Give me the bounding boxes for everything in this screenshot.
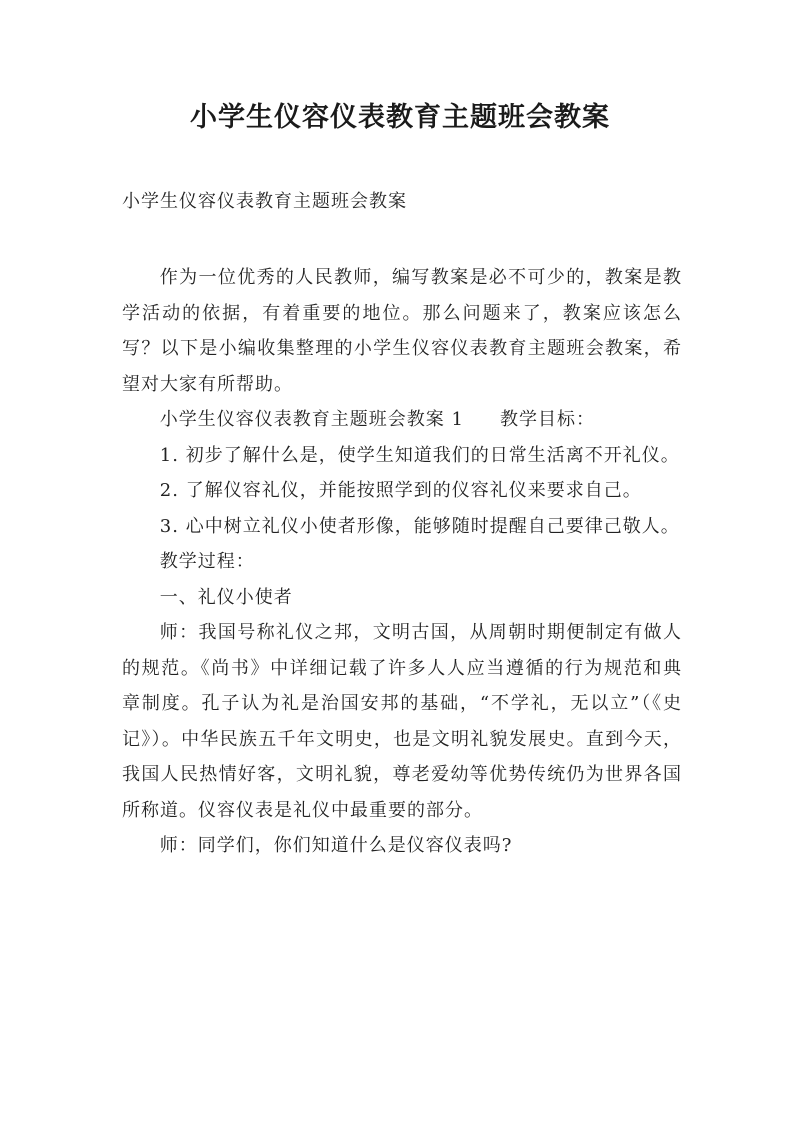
document-subtitle: 小学生仪容仪表教育主题班会教案 [122,191,407,212]
document-title: 小学生仪容仪表教育主题班会教案 [190,102,610,133]
process-label: 教学过程： [159,551,255,572]
objectives-label: 教学目标： [499,409,595,430]
teacher-paragraph-2: 师：同学们，你们知道什么是仪容仪表吗? [159,835,513,856]
objective-2: 2. 了解仪容礼仪，并能按照学到的仪容礼仪来要求自己。 [159,480,642,501]
document-body [122,260,682,864]
lesson-heading-line [122,402,682,438]
objective-1: 1. 初步了解什么是，使学生知道我们的日常生活离不开礼仪。 [159,444,680,466]
lesson-1-heading: 小学生仪容仪表教育主题班会教案 1 [159,409,464,430]
teacher-paragraph-1: 师：我国号称礼仪之邦，文明古国，从周朝时期便制定有做人的规范。《尚书》中详细记载了许多人人应当遵循的行为规范和典章制度。孔子认为礼是治国安邦的基础，“不学礼，无以立”（《史记》）。中华民族五千年文明史，也是文明礼貌发展史。直到今天，我国人民热情好客，文明礼貌，尊老爱幼等优势传统仍为世界各国所称道。仪容仪表是礼仪中最重要的部分。 [122,622,682,821]
intro-paragraph: 作为一位优秀的人民教师，编写教案是必不可少的，教案是教学活动的依据，有着重要的地位。那么问题来了，教案应该怎么写？以下是小编收集整理的小学生仪容仪表教育主题班会教案，希望对大家有所帮助。 [122,267,682,395]
section-1-heading: 一、礼仪小使者 [159,586,293,608]
objective-3: 3. 心中树立礼仪小使者形像，能够随时提醒自己要律己敬人。 [159,515,680,537]
